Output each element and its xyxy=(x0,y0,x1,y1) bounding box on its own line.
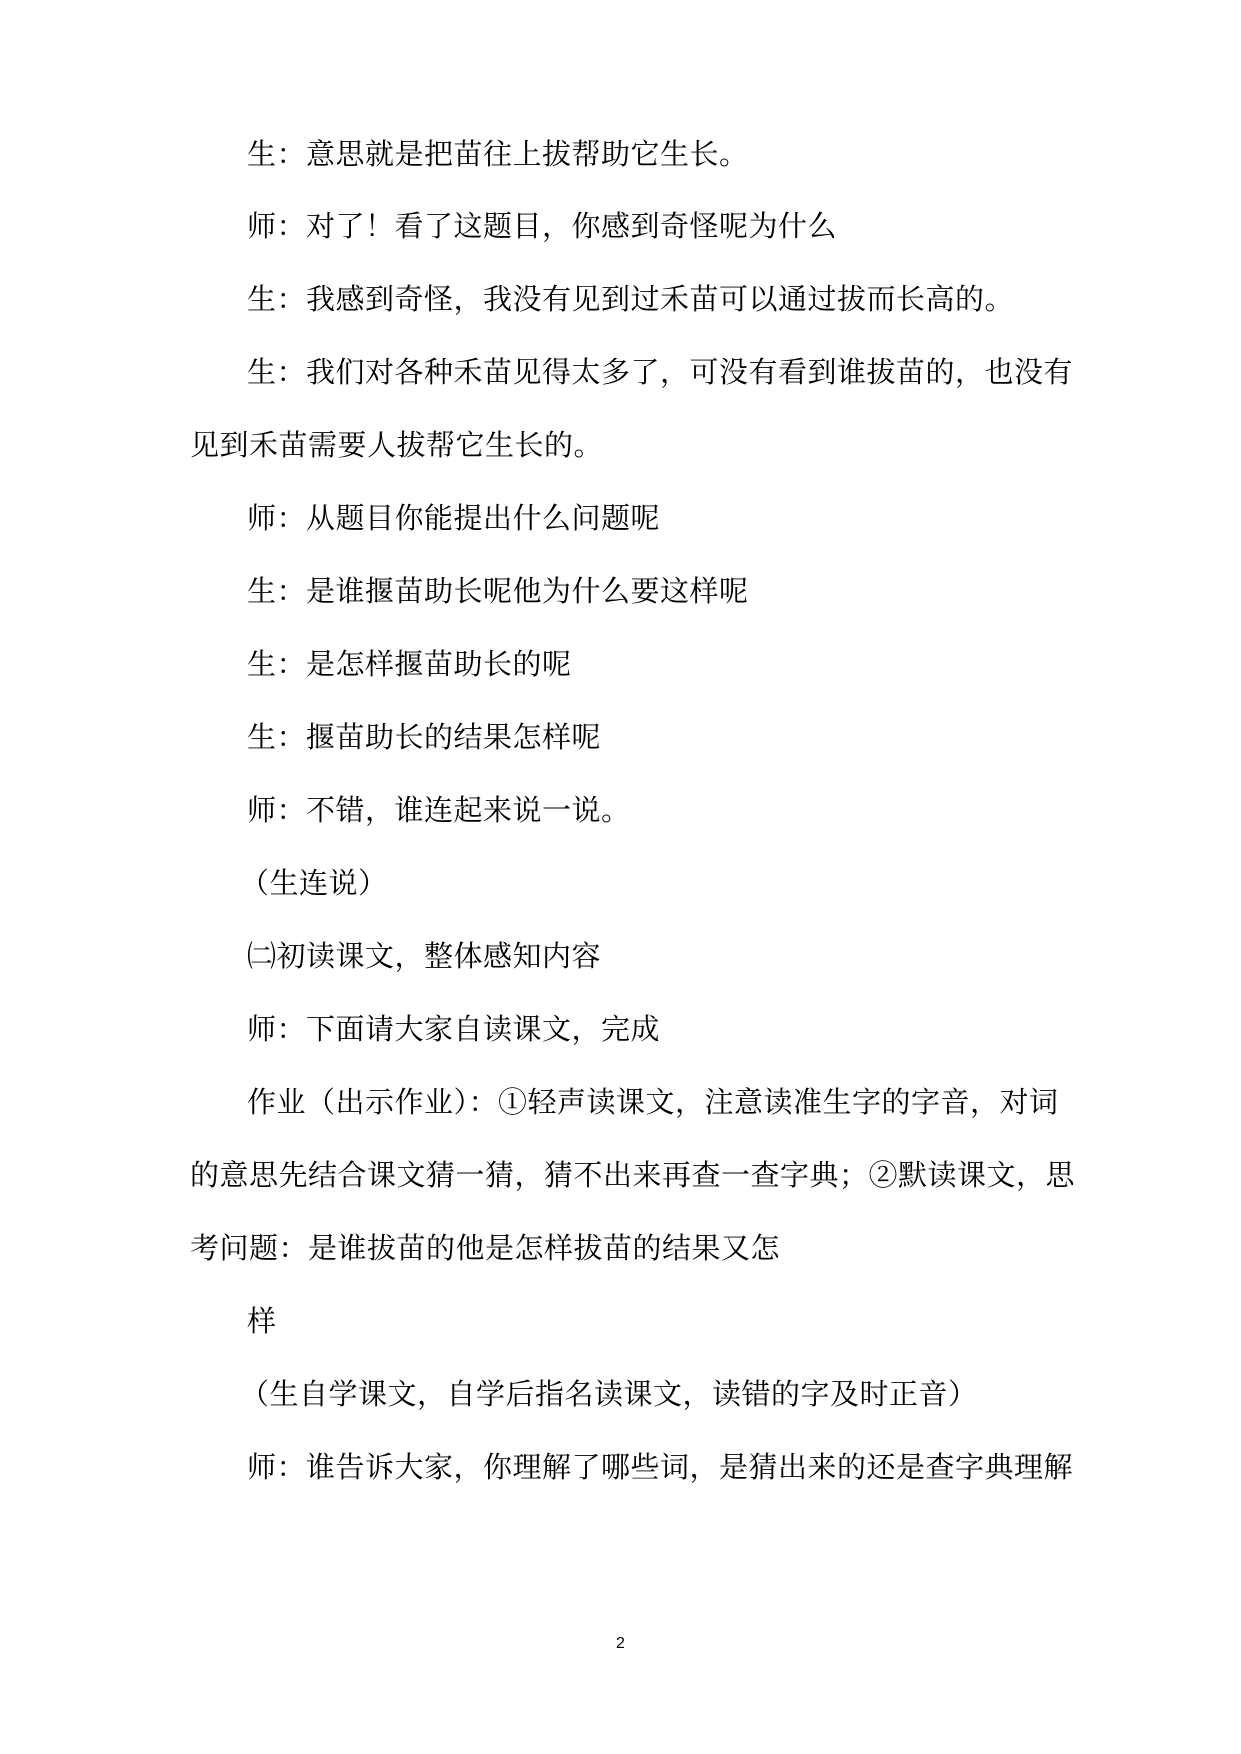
text-line-2: 师：对了！看了这题目，你感到奇怪呢为什么 xyxy=(247,209,838,243)
text-line-12: ㈡初读课文，整体感知内容 xyxy=(247,939,602,973)
text-line-4: 生：我们对各种禾苗见得太多了，可没有看到谁拔苗的，也没有 xyxy=(247,355,1074,389)
text-line-8: 生：是怎样揠苗助长的呢 xyxy=(247,647,572,681)
text-line-6: 师：从题目你能提出什么问题呢 xyxy=(247,501,661,535)
text-line-11: （生连说） xyxy=(240,866,388,900)
text-line-1: 生：意思就是把苗往上拔帮助它生长。 xyxy=(247,137,749,171)
text-line-16: 考问题：是谁拔苗的他是怎样拔苗的结果又怎 xyxy=(190,1231,781,1265)
page-number: 2 xyxy=(616,1635,625,1652)
text-line-5: 见到禾苗需要人拔帮它生长的。 xyxy=(190,428,604,462)
text-line-19: 师：谁告诉大家，你理解了哪些词，是猜出来的还是查字典理解 xyxy=(247,1450,1074,1484)
text-line-15: 的意思先结合课文猜一猜，猜不出来再查一查字典；②默读课文，思 xyxy=(190,1158,1076,1192)
text-line-9: 生：揠苗助长的结果怎样呢 xyxy=(247,720,602,754)
text-line-17: 样 xyxy=(247,1304,277,1338)
text-line-7: 生：是谁揠苗助长呢他为什么要这样呢 xyxy=(247,574,749,608)
text-line-10: 师：不错，谁连起来说一说。 xyxy=(247,793,631,827)
text-line-18: （生自学课文，自学后指名读课文，读错的字及时正音） xyxy=(240,1377,978,1411)
text-line-14: 作业（出示作业）：①轻声读课文，注意读准生字的字音，对词 xyxy=(247,1085,1059,1119)
text-line-13: 师：下面请大家自读课文，完成 xyxy=(247,1012,661,1046)
text-line-3: 生：我感到奇怪，我没有见到过禾苗可以通过拔而长高的。 xyxy=(247,282,1015,316)
